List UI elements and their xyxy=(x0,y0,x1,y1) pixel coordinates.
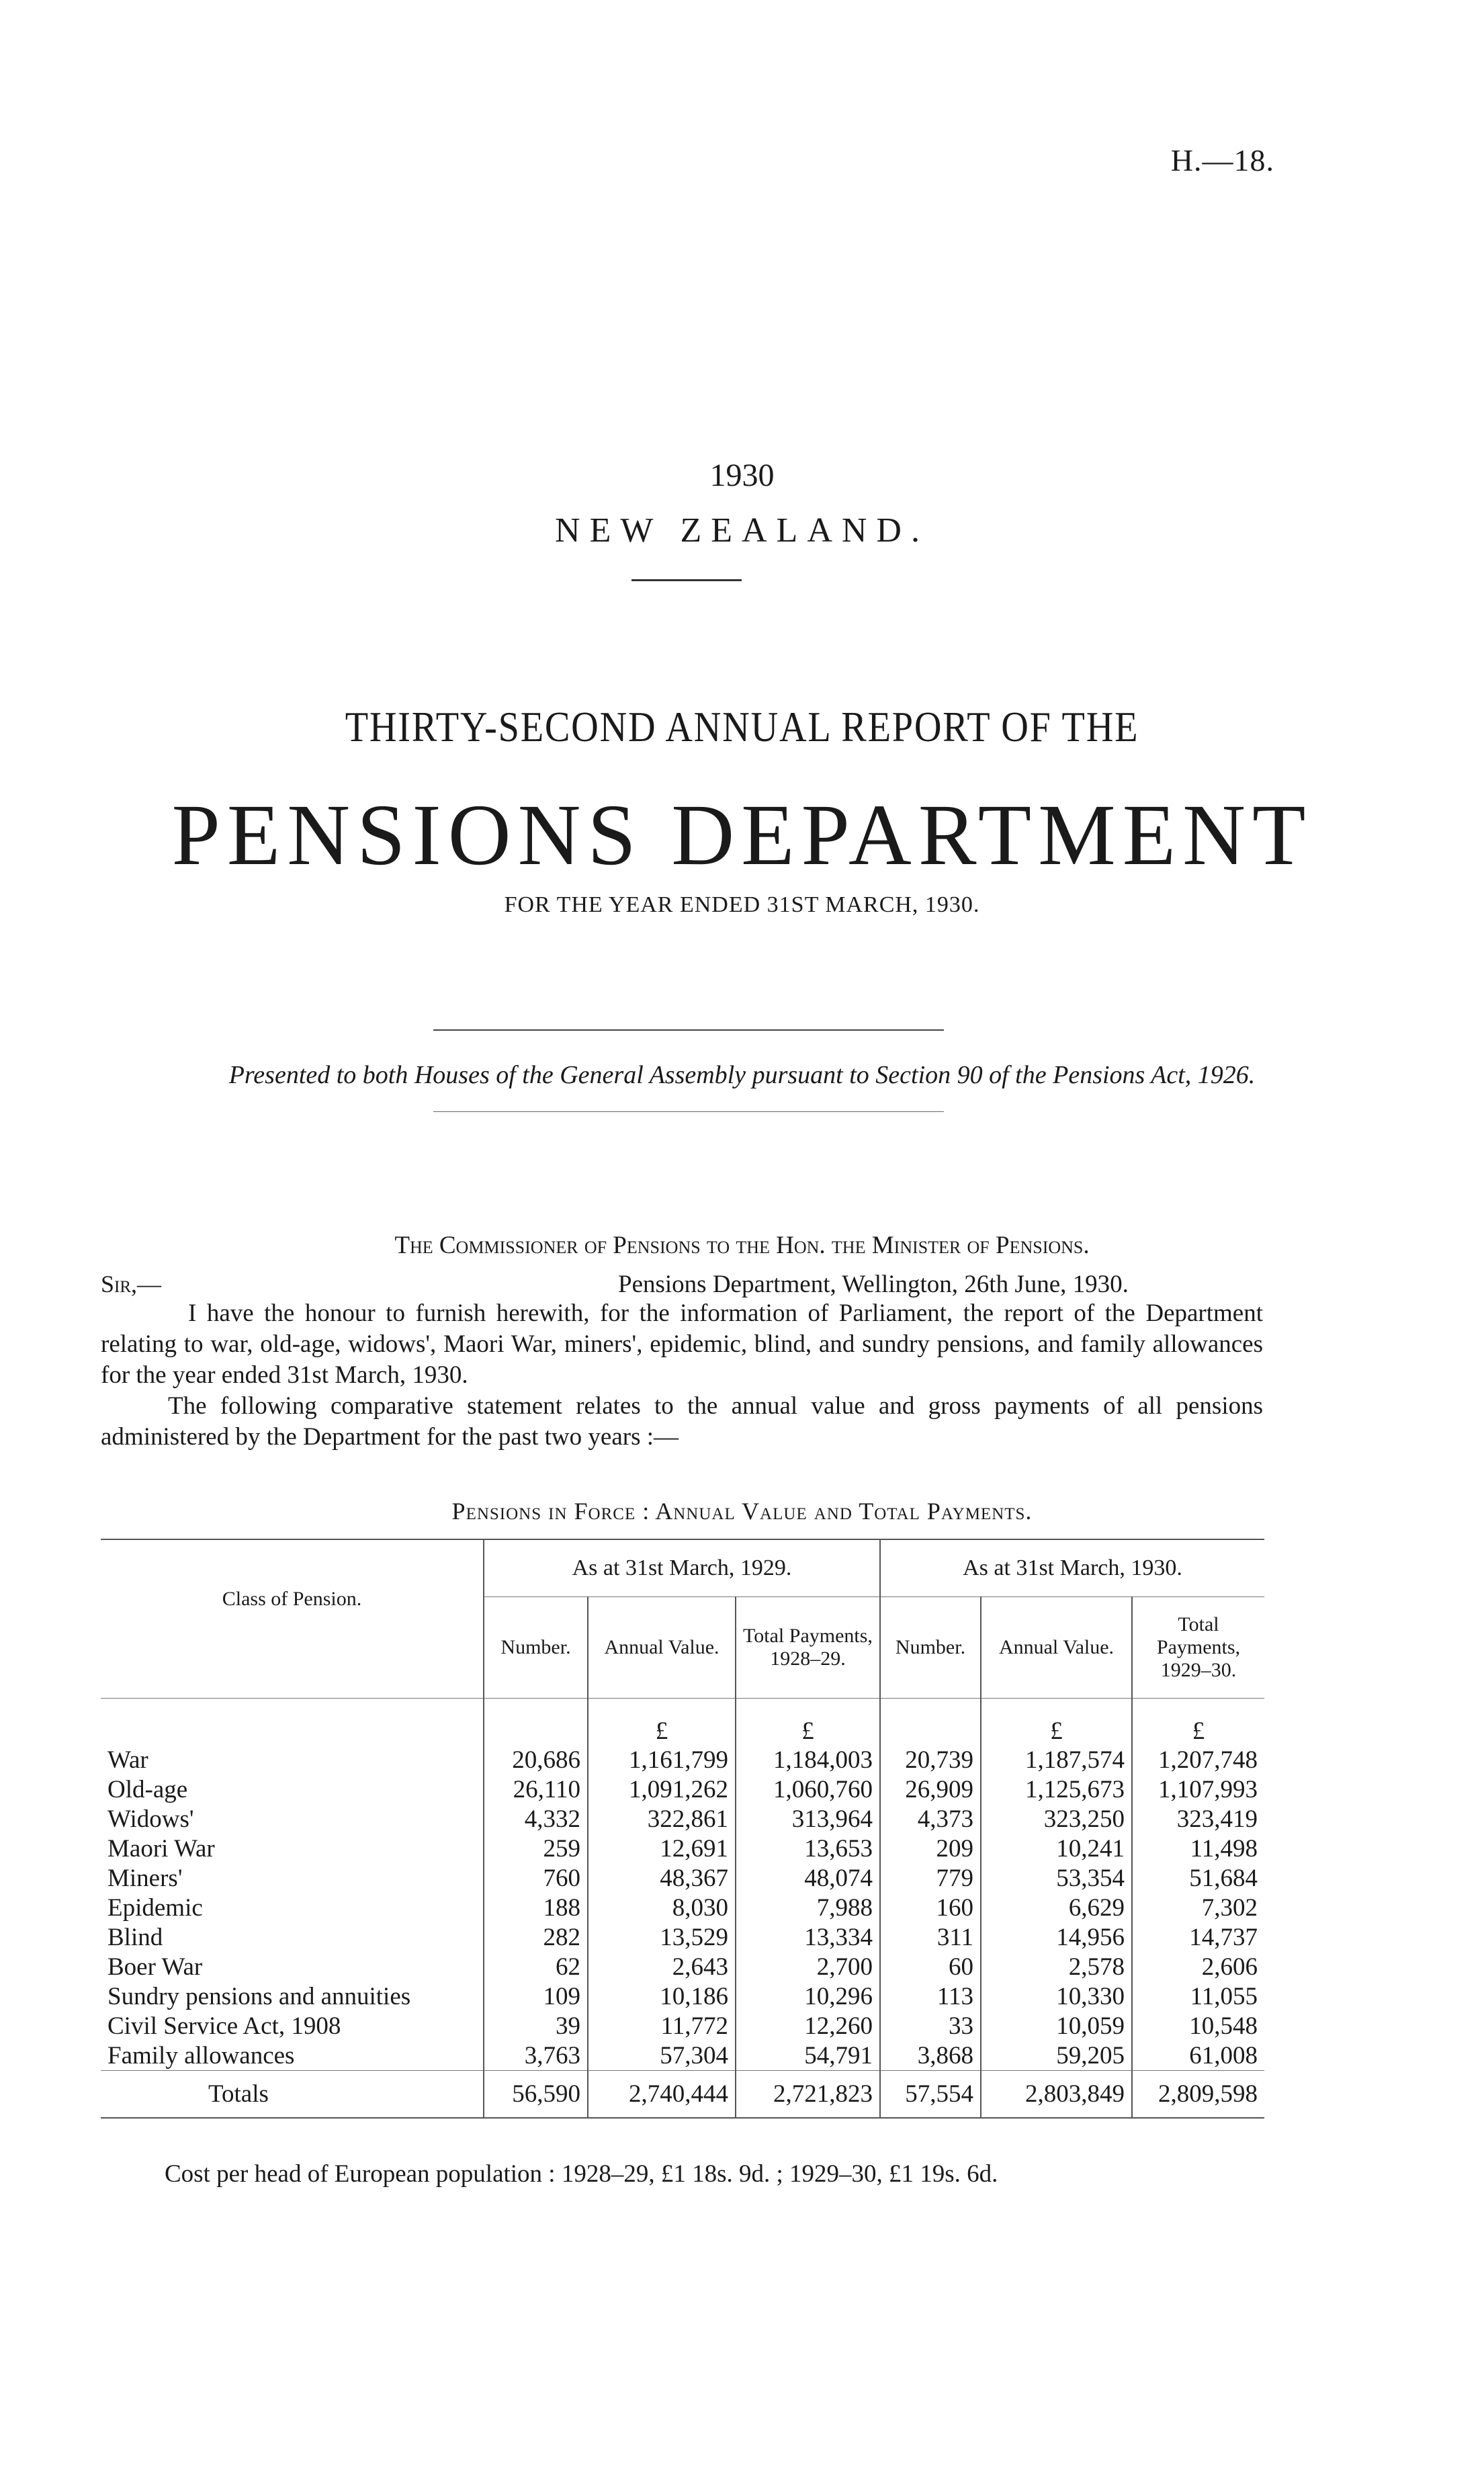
total-number-1929: 56,590 xyxy=(484,2071,588,2118)
table-row xyxy=(101,1834,1264,1864)
cell-n29: 760 xyxy=(484,1864,588,1893)
cell-n29: 188 xyxy=(484,1893,588,1923)
total-header-1929: Total Payments, 1928–29. xyxy=(736,1597,880,1699)
table-row xyxy=(101,1982,1264,2012)
cell-a30: 10,330 xyxy=(981,1982,1132,2012)
cell-n30: 113 xyxy=(880,1982,981,2012)
table-row xyxy=(101,2012,1264,2041)
cell-t29: 48,074 xyxy=(736,1864,880,1893)
currency-label: £ xyxy=(588,1699,736,1746)
cell-a29: 11,772 xyxy=(588,2012,736,2041)
report-title-line1: THIRTY-SECOND ANNUAL REPORT OF THE xyxy=(345,703,1139,751)
pension-class: Civil Service Act, 1908 xyxy=(107,2012,341,2040)
cell-a29: 57,304 xyxy=(588,2041,736,2071)
table-row xyxy=(101,1864,1264,1893)
cell-n29: 259 xyxy=(484,1834,588,1864)
table-row xyxy=(101,1775,1264,1805)
cell-t29: 313,964 xyxy=(736,1805,880,1834)
pension-class: Boer War xyxy=(107,1953,203,1981)
cell-a30: 14,956 xyxy=(981,1923,1132,1953)
cell-t29: 2,700 xyxy=(736,1953,880,1982)
pension-class: Widows' xyxy=(107,1805,194,1833)
report-title-main: PENSIONS DEPARTMENT xyxy=(171,787,1313,884)
annual-header-1930: Annual Value. xyxy=(981,1597,1132,1699)
letter-greeting: Sir,— xyxy=(101,1271,162,1297)
cell-a30: 2,578 xyxy=(981,1953,1132,1982)
table-row xyxy=(101,1746,1264,1775)
pensions-table xyxy=(101,1539,1264,2119)
cell-a29: 8,030 xyxy=(588,1893,736,1923)
cell-a29: 2,643 xyxy=(588,1953,736,1982)
cell-n29: 109 xyxy=(484,1982,588,2012)
cell-t29: 13,653 xyxy=(736,1834,880,1864)
cell-n29: 62 xyxy=(484,1953,588,1982)
cell-t29: 54,791 xyxy=(736,2041,880,2071)
total-annual-1930: 2,803,849 xyxy=(981,2071,1132,2118)
cell-t30: 61,008 xyxy=(1132,2041,1264,2071)
class-header: Class of Pension. xyxy=(222,1587,362,1610)
table-row xyxy=(101,1893,1264,1923)
cell-n29: 282 xyxy=(484,1923,588,1953)
cell-t30: 7,302 xyxy=(1132,1893,1264,1923)
table-row xyxy=(101,1805,1264,1834)
cell-n30: 311 xyxy=(880,1923,981,1953)
cell-t30: 323,419 xyxy=(1132,1805,1264,1834)
divider xyxy=(433,1029,944,1031)
cell-t30: 11,055 xyxy=(1132,1982,1264,2012)
group-header-1929: As at 31st March, 1929. xyxy=(484,1539,880,1597)
cell-a29: 10,186 xyxy=(588,1982,736,2012)
cell-n30: 20,739 xyxy=(880,1746,981,1775)
annual-header-1929: Annual Value. xyxy=(588,1597,736,1699)
cell-t29: 10,296 xyxy=(736,1982,880,2012)
table-title: Pensions in Force : Annual Value and Total Payments. xyxy=(451,1498,1033,1525)
table-row xyxy=(101,2041,1264,2071)
pension-class: Epidemic xyxy=(107,1894,203,1922)
cell-n30: 4,373 xyxy=(880,1805,981,1834)
cell-t30: 1,207,748 xyxy=(1132,1746,1264,1775)
document-year: 1930 xyxy=(709,458,775,493)
cell-n29: 39 xyxy=(484,2012,588,2041)
cell-n30: 3,868 xyxy=(880,2041,981,2071)
country-heading: NEW ZEALAND. xyxy=(555,511,929,550)
report-title-period: FOR THE YEAR ENDED 31ST MARCH, 1930. xyxy=(504,892,980,917)
cell-t30: 51,684 xyxy=(1132,1864,1264,1893)
total-annual-1929: 2,740,444 xyxy=(588,2071,736,2118)
cell-n29: 20,686 xyxy=(484,1746,588,1775)
cell-n30: 26,909 xyxy=(880,1775,981,1805)
letter-paragraph-1: I have the honour to furnish herewith, for the information of Parliament, the report of the Department relating to war, old-age, widows', Maori War, miners', epidemic, blind, and sundry pensions, and family allowances for the year ended 31st March, 1930. xyxy=(101,1299,1263,1389)
pension-class: War xyxy=(107,1746,148,1774)
pension-class: Family allowances xyxy=(107,2041,295,2069)
cell-a30: 10,241 xyxy=(981,1834,1132,1864)
cell-t30: 11,498 xyxy=(1132,1834,1264,1864)
cell-a30: 1,187,574 xyxy=(981,1746,1132,1775)
cell-t29: 12,260 xyxy=(736,2012,880,2041)
table-row xyxy=(101,1923,1264,1953)
cell-t30: 1,107,993 xyxy=(1132,1775,1264,1805)
cell-n30: 60 xyxy=(880,1953,981,1982)
cell-a30: 6,629 xyxy=(981,1893,1132,1923)
cell-n29: 4,332 xyxy=(484,1805,588,1834)
cell-t30: 10,548 xyxy=(1132,2012,1264,2041)
document-code: H.—18. xyxy=(1170,143,1274,177)
number-header-1929: Number. xyxy=(484,1597,588,1699)
cell-a29: 1,161,799 xyxy=(588,1746,736,1775)
currency-label: £ xyxy=(981,1699,1132,1746)
cell-t29: 7,988 xyxy=(736,1893,880,1923)
cell-a29: 12,691 xyxy=(588,1834,736,1864)
cell-a29: 13,529 xyxy=(588,1923,736,1953)
cell-a30: 59,205 xyxy=(981,2041,1132,2071)
cell-a30: 53,354 xyxy=(981,1864,1132,1893)
pension-class: Miners' xyxy=(107,1865,183,1892)
cell-n29: 3,763 xyxy=(484,2041,588,2071)
number-header-1930: Number. xyxy=(880,1597,981,1699)
letter-paragraph-2: The following comparative statement relates to the annual value and gross payments of all pensions administered by the Department for the past two years :— xyxy=(101,1392,1263,1451)
cell-a29: 1,091,262 xyxy=(588,1775,736,1805)
table-row xyxy=(101,1953,1264,1982)
cell-t30: 2,606 xyxy=(1132,1953,1264,1982)
cell-t29: 1,184,003 xyxy=(736,1746,880,1775)
cell-a29: 322,861 xyxy=(588,1805,736,1834)
cell-a30: 323,250 xyxy=(981,1805,1132,1834)
pension-class: Old-age xyxy=(107,1776,188,1803)
total-payments-1930: 2,809,598 xyxy=(1132,2071,1264,2118)
currency-label: £ xyxy=(736,1699,880,1746)
total-number-1930: 57,554 xyxy=(880,2071,981,2118)
cell-t30: 14,737 xyxy=(1132,1923,1264,1953)
cell-n30: 160 xyxy=(880,1893,981,1923)
pension-class: Sundry pensions and annuities xyxy=(107,1983,411,2010)
cell-a29: 48,367 xyxy=(588,1864,736,1893)
cell-t29: 13,334 xyxy=(736,1923,880,1953)
cell-a30: 10,059 xyxy=(981,2012,1132,2041)
group-header-1930: As at 31st March, 1930. xyxy=(880,1539,1264,1597)
cell-n30: 209 xyxy=(880,1834,981,1864)
total-payments-1929: 2,721,823 xyxy=(736,2071,880,2118)
divider xyxy=(433,1111,944,1112)
cell-n29: 26,110 xyxy=(484,1775,588,1805)
cell-n30: 33 xyxy=(880,2012,981,2041)
currency-label: £ xyxy=(1132,1699,1264,1746)
totals-label: Totals xyxy=(208,2080,269,2108)
total-header-1930: Total Payments, 1929–30. xyxy=(1132,1597,1264,1699)
cell-n30: 779 xyxy=(880,1864,981,1893)
presented-note: Presented to both Houses of the General Assembly pursuant to Section 90 of the Pensions Act, 1926. xyxy=(228,1061,1256,1089)
divider xyxy=(631,579,742,581)
pension-class: Blind xyxy=(107,1924,163,1951)
pension-class: Maori War xyxy=(107,1835,215,1863)
letter-address: Pensions Department, Wellington, 26th June, 1930. xyxy=(618,1271,1129,1298)
cell-t29: 1,060,760 xyxy=(736,1775,880,1805)
cell-a30: 1,125,673 xyxy=(981,1775,1132,1805)
cost-per-head: Cost per head of European population : 1928–29, £1 18s. 9d. ; 1929–30, £1 19s. 6d. xyxy=(165,2160,998,2188)
letter-salutation: The Commissioner of Pensions to the Hon. the Minister of Pensions. xyxy=(394,1232,1090,1259)
